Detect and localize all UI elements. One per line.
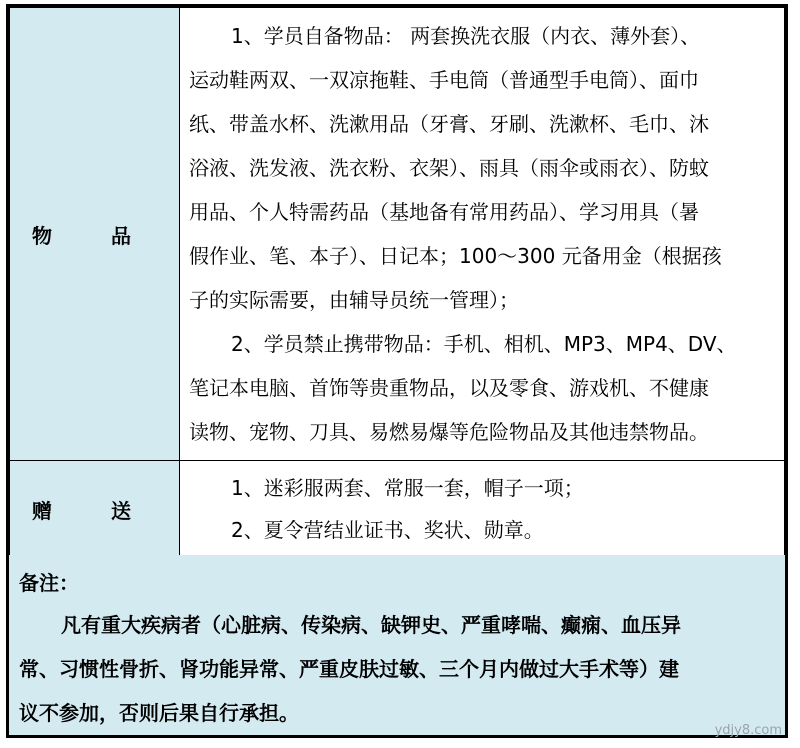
items-line: 笔记本电脑、首饰等贵重物品，以及零食、游戏机、不健康 (189, 376, 709, 400)
document-frame (6, 4, 788, 738)
gifts-content (180, 461, 785, 558)
items-line: 用品、个人特需药品（基地备有常用药品）、学习用具（暑 (189, 200, 699, 224)
items-line: 浴液、洗发液、洗衣粉、衣架）、雨具（雨伞或雨衣）、防蚊 (189, 156, 709, 180)
gifts-line: 1、迷彩服两套、常服一套，帽子一项； (231, 476, 584, 500)
gifts-label: 赠 送 (10, 461, 180, 558)
items-line: 运动鞋两双、一双凉拖鞋、手电筒（普通型手电筒）、面巾 (189, 68, 699, 92)
items-line: 读物、宠物、刀具、易燃易爆等危险物品及其他违禁物品。 (189, 420, 709, 444)
items-line: 2、学员禁止携带物品：手机、相机、MP3、MP4、DV、 (231, 332, 737, 356)
notes-title: 备注： (19, 571, 79, 595)
watermark: ydjy8.com (714, 723, 782, 738)
notes-line: 常、习惯性骨折、肾功能异常、严重皮肤过敏、三个月内做过大手术等）建 (19, 657, 679, 681)
table-row-items (10, 8, 785, 461)
info-table (9, 7, 785, 558)
table-row-gifts (10, 461, 785, 558)
items-content (180, 8, 785, 461)
items-label: 物 品 (10, 8, 180, 461)
items-line: 假作业、笔、本子）、日记本；100～300 元备用金（根据孩 (189, 244, 722, 268)
notes-line: 凡有重大疾病者（心脏病、传染病、缺钾史、严重哮喘、癫痫、血压异 (61, 613, 681, 637)
notes-line: 议不参加，否则后果自行承担。 (19, 701, 299, 725)
notes-section (9, 555, 785, 735)
items-line: 纸、带盖水杯、洗漱用品（牙膏、牙刷、洗漱杯、毛巾、沐 (189, 112, 709, 136)
items-line: 1、学员自备物品： 两套换洗衣服（内衣、薄外套）、 (231, 24, 701, 48)
gifts-line: 2、夏令营结业证书、奖状、勋章。 (231, 518, 544, 542)
items-line: 子的实际需要，由辅导员统一管理）； (189, 288, 519, 312)
